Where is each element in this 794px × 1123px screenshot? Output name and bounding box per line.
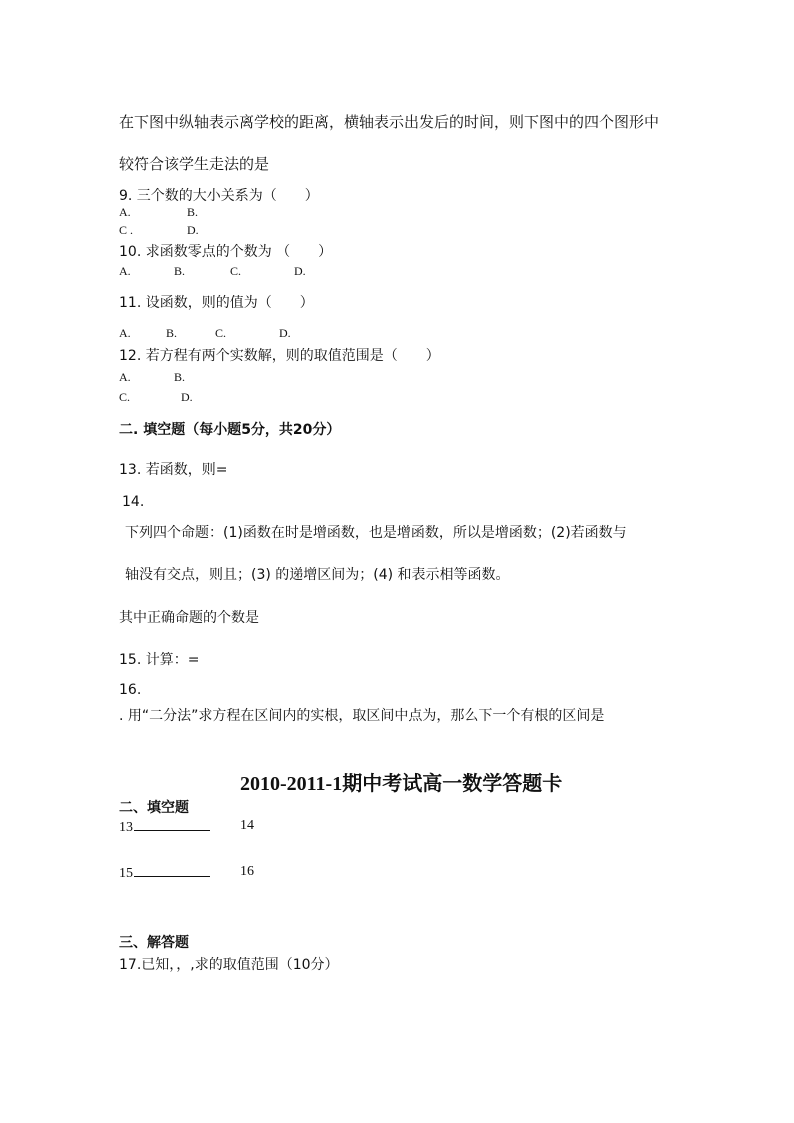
q16-number: 16.	[119, 682, 142, 698]
q10-option-a: A.	[119, 264, 131, 278]
q11-option-b: B.	[166, 326, 178, 340]
q9-option-b: B.	[187, 205, 199, 219]
q12-option-d: D.	[181, 390, 193, 404]
q12-stem: 12. 若方程有两个实数解，则的取值范围是（ ）	[119, 348, 440, 364]
answer-number-14: 14	[240, 818, 254, 833]
q9-option-c: C .	[119, 223, 134, 237]
q14-line-1: 下列四个命题：(1)函数在时是增函数，也是增函数，所以是增函数；(2)若函数与	[125, 525, 627, 541]
q11-option-c: C.	[215, 326, 227, 340]
intro-line-1: 在下图中纵轴表示离学校的距离，横轴表示出发后的时间，则下图中的四个图形中	[119, 113, 660, 131]
q10-option-b: B.	[174, 264, 186, 278]
answer-blank-15[interactable]	[134, 864, 210, 877]
intro-line-2: 较符合该学生走法的是	[119, 155, 270, 173]
q12-option-a: A.	[119, 370, 131, 384]
q17-text: 17.已知，，,求的取值范围（10分）	[119, 957, 339, 973]
section-2-heading: 二. 填空题（每小题5分，共20分）	[119, 422, 341, 438]
answer-row-13	[119, 818, 210, 836]
q12-option-b: B.	[174, 370, 186, 384]
q9-option-a: A.	[119, 205, 131, 219]
q14-line-2: 轴没有交点，则且；(3) 的递增区间为；(4) 和表示相等函数。	[125, 567, 510, 583]
q11-option-a: A.	[119, 326, 131, 340]
q15-text: 15. 计算：=	[119, 652, 200, 668]
answer-number-13: 13	[119, 820, 133, 835]
answer-card-title: 2010-2011-1期中考试高一数学答题卡	[240, 773, 563, 795]
answer-card-solve-heading: 三、解答题	[119, 935, 189, 951]
q10-option-d: D.	[294, 264, 306, 278]
q10-option-c: C.	[230, 264, 242, 278]
answer-number-15: 15	[119, 866, 133, 881]
q12-option-c: C.	[119, 390, 131, 404]
q9-stem: 9. 三个数的大小关系为（ ）	[119, 188, 319, 204]
q16-text: . 用“二分法”求方程在区间内的实根，取区间中点为，那么下一个有根的区间是	[119, 708, 605, 724]
answer-row-15	[119, 864, 210, 882]
q14-number: 14.	[122, 494, 145, 510]
q11-stem: 11. 设函数，则的值为（ ）	[119, 295, 314, 311]
q14-line-3: 其中正确命题的个数是	[119, 610, 259, 626]
answer-blank-13[interactable]	[134, 818, 210, 831]
q11-option-d: D.	[279, 326, 291, 340]
q13-text: 13. 若函数，则=	[119, 462, 228, 478]
answer-number-16: 16	[240, 864, 254, 879]
answer-card-fill-heading: 二、填空题	[119, 800, 189, 816]
q10-stem: 10. 求函数零点的个数为 （ ）	[119, 244, 333, 260]
q9-option-d: D.	[187, 223, 199, 237]
